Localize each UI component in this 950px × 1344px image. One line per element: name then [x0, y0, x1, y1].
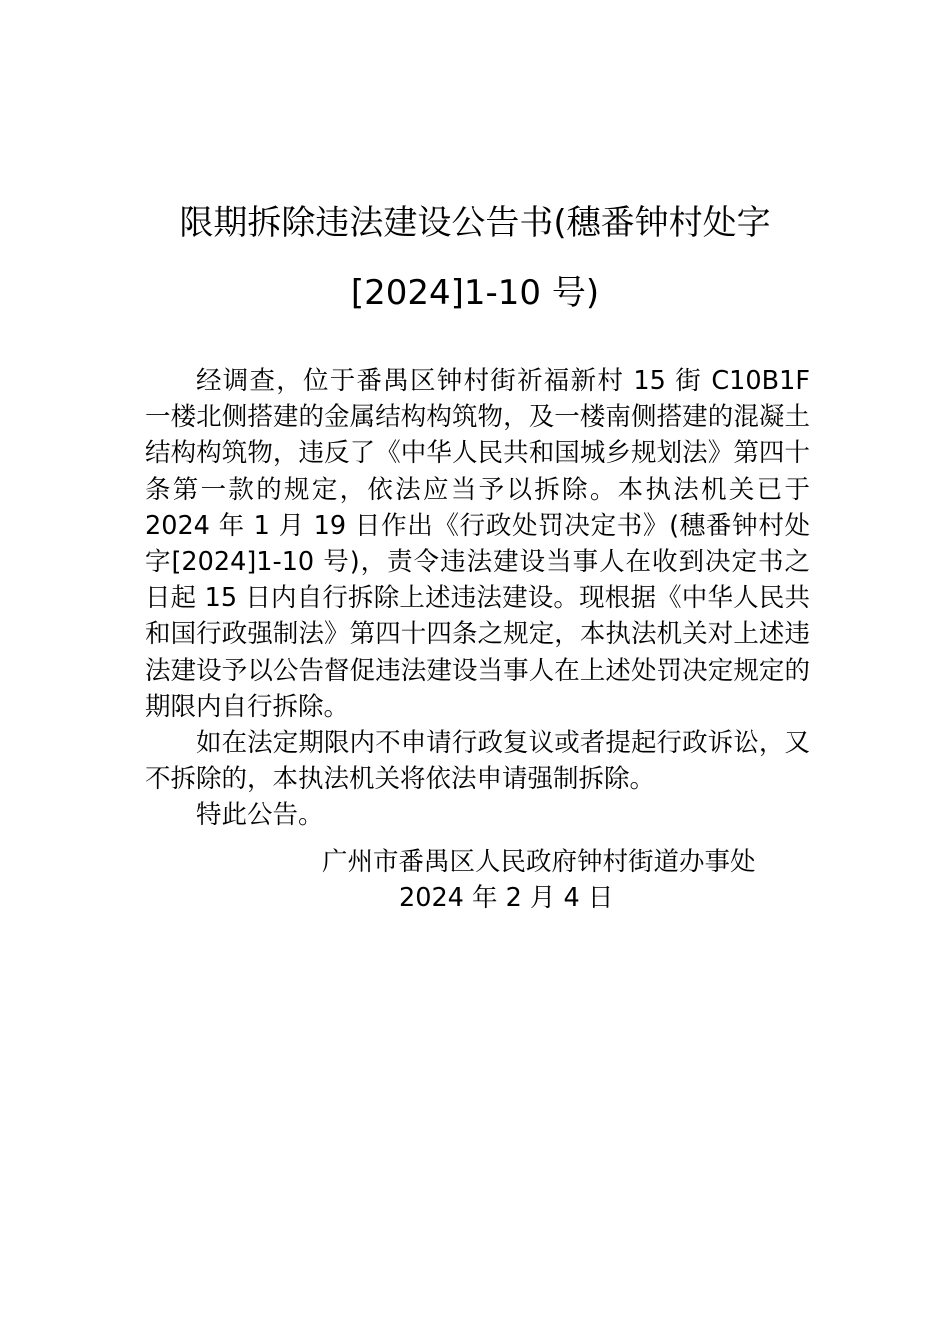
document-body: [145, 363, 810, 834]
body-paragraph-2: 如在法定期限内不申请行政复议或者提起行政诉讼，又不拆除的，本执法机关将依法申请强制拆除。: [145, 728, 810, 795]
document-title-line-2: [2024]1-10 号): [350, 273, 600, 313]
document-title-line-1: 限期拆除违法建设公告书(穗番钟村处字: [179, 203, 771, 243]
body-paragraph-1: 经调查，位于番禺区钟村街祈福新村 15 街 C10B1F 一楼北侧搭建的金属结构构筑物，及一楼南侧搭建的混凝土结构构筑物，违反了《中华人民共和国城乡规划法》第四十条第一款的规定，依法应当予以拆除。本执法机关已于 2024 年 1 月 19 日作出《行政处罚决定书》(穗番钟村处字[2024]1-10 号)，责令违法建设当事人在收到决定书之日起 15 日内自行拆除上述违法建设。现根据《中华人民共和国行政强制法》第四十四条之规定，本执法机关对上述违法建设予以公告督促违法建设当事人在上述处罚决定规定的期限内自行拆除。: [145, 366, 810, 722]
signature-organization: 广州市番禺区人民政府钟村街道办事处: [322, 847, 756, 877]
signature-date: 2024 年 2 月 4 日: [399, 883, 614, 913]
body-paragraph-3: 特此公告。: [196, 800, 324, 831]
